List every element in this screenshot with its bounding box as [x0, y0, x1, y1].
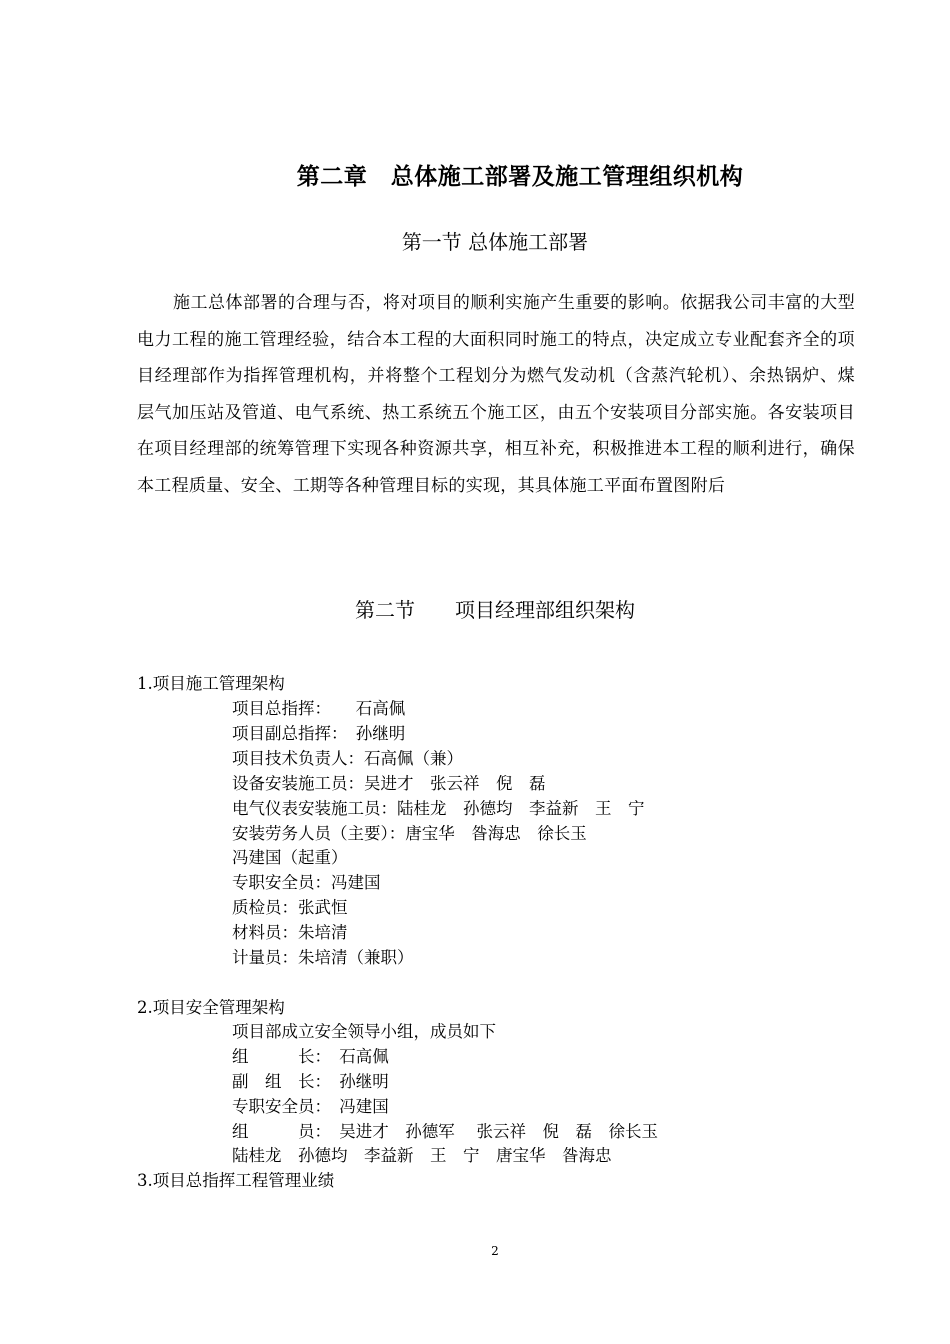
part-1-line: 项目副总指挥： 孙继明: [232, 724, 406, 743]
part-3-heading: 3.项目总指挥工程管理业绩: [137, 1171, 335, 1190]
part-2-line: 组 员： 吴进才 孙德军 张云祥 倪 磊 徐长玉: [232, 1122, 658, 1141]
part-2-line: 专职安全员： 冯建国: [232, 1097, 389, 1116]
part-1-line: 冯建国（起重）: [232, 848, 348, 867]
part-2-line: 组 长： 石高佩: [232, 1047, 389, 1066]
part-1-line: 安装劳务人员（主要）：唐宝华 昝海忠 徐长玉: [232, 824, 587, 843]
part-1-line: 项目总指挥： 石高佩: [232, 699, 406, 718]
section-1-title: 第一节 总体施工部署: [401, 230, 589, 254]
part-1-heading: 1.项目施工管理架构: [137, 674, 285, 693]
chapter-title: 第二章 总体施工部署及施工管理组织机构: [296, 164, 744, 190]
part-1-line: 电气仪表安装施工员：陆桂龙 孙德均 李益新 王 宁: [232, 799, 645, 818]
section-1-paragraph: 施工总体部署的合理与否，将对项目的顺利实施产生重要的影响。依据我公司丰富的大型电力工程的施工管理经验，结合本工程的大面积同时施工的特点，决定成立专业配套齐全的项目经理部作为指挥管理机构，并将整个工程划分为燃气发动机（含蒸汽轮机）、余热锅炉、煤层气加压站及管道、电气系统、热工系统五个施工区，由五个安装项目分部实施。各安装项目在项目经理部的统筹管理下实现各种资源共享，相互补充，积极推进本工程的顺利进行，确保本工程质量、安全、工期等各种管理目标的实现，其具体施工平面布置图附后: [137, 293, 855, 496]
part-2-line: 陆桂龙 孙德均 李益新 王 宁 唐宝华 昝海忠: [232, 1146, 612, 1165]
page-number: 2: [491, 1244, 499, 1258]
part-1-line: 专职安全员：冯建国: [232, 873, 381, 892]
part-1-line: 材料员：朱培清: [232, 923, 348, 942]
part-1-line: 设备安装施工员：吴进才 张云祥 倪 磊: [232, 774, 546, 793]
part-2-line: 项目部成立安全领导小组，成员如下: [232, 1022, 496, 1041]
part-1-line: 计量员：朱培清（兼职）: [232, 948, 414, 967]
part-1-line: 质检员：张武恒: [232, 898, 348, 917]
part-2-line: 副 组 长： 孙继明: [232, 1072, 389, 1091]
section-2-title: 第二节 项目经理部组织架构: [355, 598, 635, 622]
part-2-heading: 2.项目安全管理架构: [137, 998, 285, 1017]
part-1-line: 项目技术负责人：石高佩（兼）: [232, 749, 463, 768]
